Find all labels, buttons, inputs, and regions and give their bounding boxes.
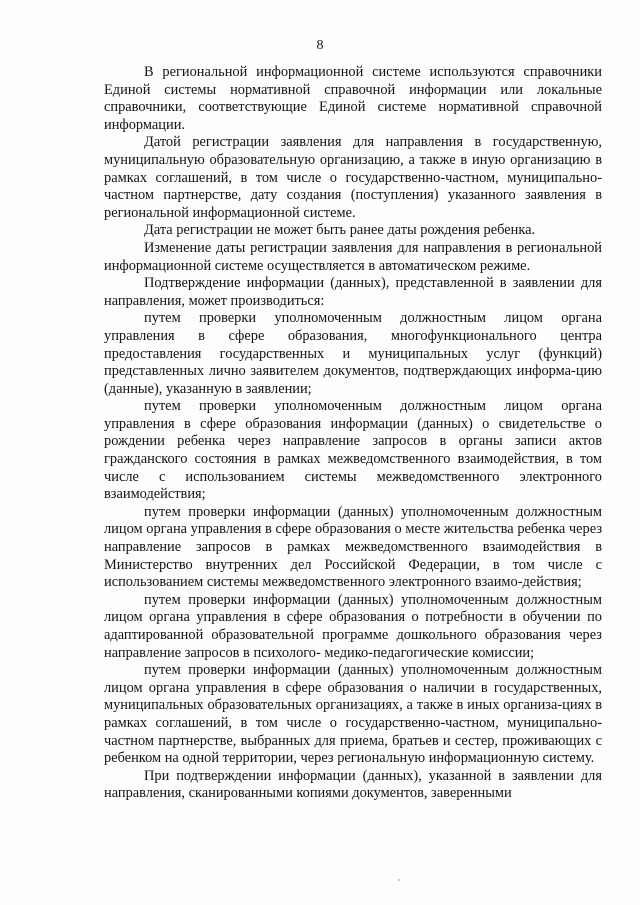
paragraph: путем проверки информации (данных) уполномоченным должностным лицом органа управления в сфере образования о наличии в государственных, муниципальных образовательных организациях, а также в иных организа-циях в рамках соглашений, в том числе о государственно-частном, муниципально-частном партнерстве, выбранных для приема, братьев и сестер, проживающих с ребенком на одной территории, через региональную информационную систему. bbox=[104, 662, 602, 767]
paragraph: Датой регистрации заявления для направления в государственную, муниципальную образовательную организацию, а также в иную организацию в рамках соглашений, в том числе о государственно-частном, муниципально-частном партнерстве, дату создания (поступления) указанного заявления в региональной информационной системе. bbox=[104, 134, 602, 221]
document-body bbox=[104, 64, 602, 803]
paragraph: Изменение даты регистрации заявления для направления в региональной информационной системе осуществляется в автоматическом режиме. bbox=[104, 239, 602, 274]
paragraph: При подтверждении информации (данных), указанной в заявлении для направления, сканированными копиями документов, заверенными bbox=[104, 767, 602, 802]
paragraph: путем проверки уполномоченным должностным лицом органа управления в сфере образования информации (данных) о свидетельстве о рождении ребенка через направление запросов в органы записи актов гражданского состояния в рамках межведомственного взаимодействия, в том числе с использованием системы межведомственного электронного взаимодействия; bbox=[104, 398, 602, 503]
page-number: 8 bbox=[316, 38, 324, 53]
paragraph: Дата регистрации не может быть ранее даты рождения ребенка. bbox=[144, 222, 536, 239]
paragraph: путем проверки информации (данных) уполномоченным должностным лицом органа управления в сфере образования о месте жительства ребенка через направление запросов в рамках межведомственного взаимодействия в Министерство внутренних дел Российской Федерации, в том числе с использованием системы межведомственного электронного взаимо-действия; bbox=[104, 503, 602, 591]
paragraph: Подтверждение информации (данных), представленной в заявлении для направления, может производиться: bbox=[104, 275, 602, 309]
scan-artifact bbox=[398, 879, 400, 881]
paragraph: В региональной информационной системе используются справочники Единой системы нормативной справочной информации или локальные справочники, соответствующие Единой системе нормативной справочной информации. bbox=[104, 64, 602, 133]
paragraph: путем проверки уполномоченным должностным лицом органа управления в сфере образования, многофункционального центра предоставления государственных и муниципальных услуг (функций) представленных лично заявителем документов, подтверждающих информа-цию (данные), указанную в заявлении; bbox=[104, 310, 602, 397]
paragraph: путем проверки информации (данных) уполномоченным должностным лицом органа управления в сфере образования о потребности в обучении по адаптированной образовательной программе дошкольного образования через направление запросов в психолого- медико-педагогические комиссии; bbox=[104, 591, 602, 661]
